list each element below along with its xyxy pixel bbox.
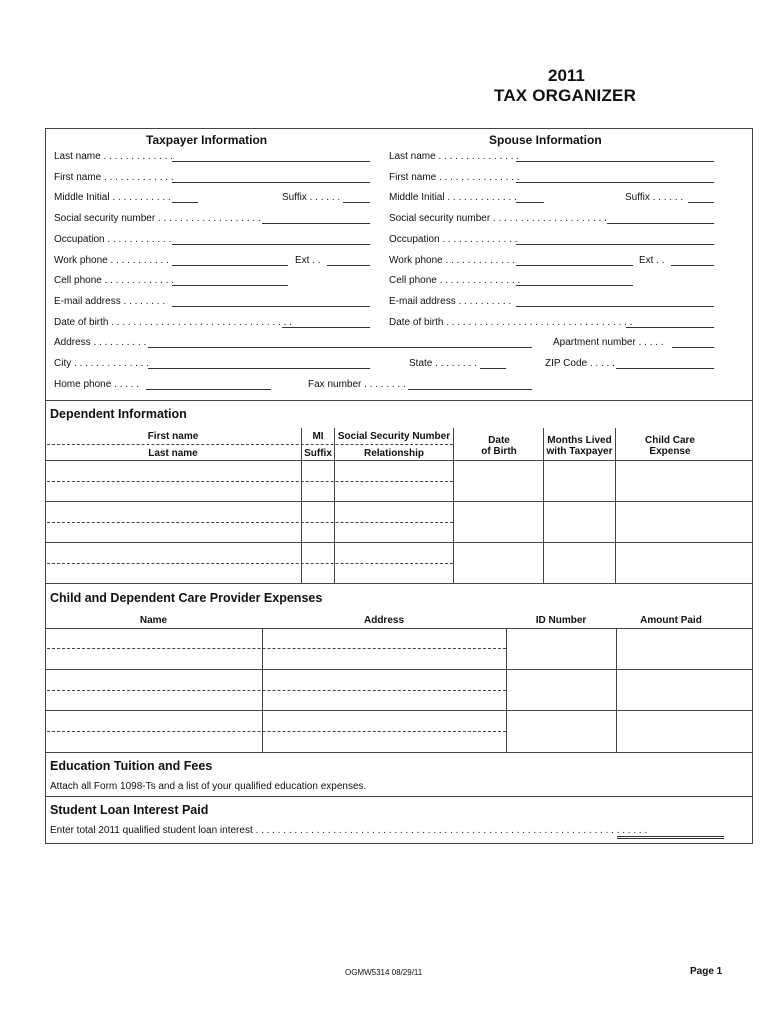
tp-work-phone-field[interactable] — [172, 265, 288, 266]
tp-last-name-label: Last name . . . . . . . . . . . . . — [54, 151, 173, 162]
dep-row-2-dash — [47, 522, 453, 523]
care-row-2-rule[interactable] — [45, 710, 753, 711]
tp-first-name-label: First name . . . . . . . . . . . . . — [54, 172, 174, 183]
care-col-divider — [506, 628, 507, 752]
tp-cell-phone-field[interactable] — [172, 285, 288, 286]
dep-header-dash — [47, 444, 453, 445]
fax-field[interactable] — [408, 389, 532, 390]
col-mi: MI — [312, 431, 324, 442]
city-label: City . . . . . . . . . . . . . . — [54, 358, 150, 369]
col-first-name: First name — [147, 431, 199, 442]
tp-work-phone-label: Work phone . . . . . . . . . . . — [54, 255, 169, 266]
care-col-id: ID Number — [535, 615, 587, 626]
tp-ext-label: Ext . . — [295, 255, 321, 266]
education-heading: Education Tuition and Fees — [50, 759, 213, 773]
dep-col-divider — [453, 428, 454, 583]
sp-email-field[interactable] — [516, 306, 714, 307]
col-last-name: Last name — [148, 448, 198, 459]
taxpayer-heading: Taxpayer Information — [146, 133, 268, 147]
care-row-3-dash — [47, 731, 506, 732]
care-col-divider — [616, 628, 617, 752]
sp-ext-label: Ext . . — [639, 255, 665, 266]
sp-last-name-field[interactable] — [516, 161, 714, 162]
tp-suffix-field[interactable] — [343, 202, 370, 203]
tp-last-name-field[interactable] — [172, 161, 370, 162]
care-col-address: Address — [363, 615, 404, 626]
loan-heading: Student Loan Interest Paid — [50, 803, 209, 817]
tp-ext-field[interactable] — [327, 265, 370, 266]
tp-first-name-field[interactable] — [172, 182, 370, 183]
tp-occupation-label: Occupation . . . . . . . . . . . . — [54, 234, 172, 245]
sp-dob-field[interactable] — [626, 327, 714, 328]
loan-amount-field[interactable] — [617, 836, 724, 837]
sp-suffix-field[interactable] — [688, 202, 714, 203]
col-ssn: Social Security Number — [337, 431, 451, 442]
sp-first-name-field[interactable] — [516, 182, 714, 183]
loan-amount-underline — [617, 838, 724, 839]
tp-middle-initial-label: Middle Initial . . . . . . . . . . . — [54, 192, 171, 203]
col-care-2: Expense — [649, 446, 691, 457]
sp-ssn-label: Social security number . . . . . . . . . . . . . . . . . . . . . — [389, 213, 607, 224]
sp-suffix-label: Suffix . . . . . . — [625, 192, 684, 203]
sp-occupation-label: Occupation . . . . . . . . . . . . . . — [389, 234, 518, 245]
dep-row-3-rule[interactable] — [45, 583, 753, 584]
form-year: 2011 — [548, 66, 585, 85]
sp-work-phone-label: Work phone . . . . . . . . . . . . . — [389, 255, 515, 266]
dep-row-3-dash — [47, 563, 453, 564]
sp-cell-phone-field[interactable] — [516, 285, 633, 286]
sp-middle-initial-field[interactable] — [516, 202, 544, 203]
education-text: Attach all Form 1098-Ts and a list of your qualified education expenses. — [50, 781, 367, 792]
care-col-name: Name — [139, 615, 168, 626]
home-phone-label: Home phone . . . . . — [54, 379, 140, 390]
dep-row-1-dash — [47, 481, 453, 482]
dep-col-divider — [615, 428, 616, 583]
care-header-rule — [45, 628, 753, 629]
col-months-2: with Taxpayer — [546, 446, 613, 457]
dep-col-divider — [543, 428, 544, 583]
sp-middle-initial-label: Middle Initial . . . . . . . . . . . . . — [389, 192, 517, 203]
col-relationship: Relationship — [363, 448, 424, 459]
tp-ssn-field[interactable] — [262, 223, 370, 224]
sp-first-name-label: First name . . . . . . . . . . . . . . . — [389, 172, 520, 183]
tp-middle-initial-field[interactable] — [172, 202, 198, 203]
apartment-field[interactable] — [672, 347, 714, 348]
dep-col-divider — [301, 428, 302, 583]
care-heading: Child and Dependent Care Provider Expenses — [50, 591, 323, 605]
tp-ssn-label: Social security number . . . . . . . . . . . . . . . . . . . — [54, 213, 261, 224]
home-phone-field[interactable] — [146, 389, 271, 390]
loan-text: Enter total 2011 qualified student loan interest . . . . . . . . . . . . . . . . . . . . . . . . . . . . . . . . . . . . . . . . . . . . . . . . . . . . . . . . . . . . . . . . . . . . . . . — [50, 825, 648, 836]
fax-label: Fax number . . . . . . . . — [308, 379, 406, 390]
spouse-heading: Spouse Information — [489, 133, 602, 147]
care-row-1-rule[interactable] — [45, 669, 753, 670]
tp-dob-field[interactable] — [282, 327, 370, 328]
form-code: OGMW5314 08/29/11 — [345, 968, 423, 977]
sp-cell-phone-label: Cell phone . . . . . . . . . . . . . . . — [389, 275, 521, 286]
dependents-heading: Dependent Information — [50, 407, 187, 421]
sp-work-phone-field[interactable] — [516, 265, 633, 266]
tp-occupation-field[interactable] — [172, 244, 370, 245]
dep-header-rule — [45, 460, 753, 461]
address-field[interactable] — [148, 347, 532, 348]
zip-label: ZIP Code . . . . . — [545, 358, 615, 369]
tp-email-label: E-mail address . . . . . . . . — [54, 296, 166, 307]
city-field[interactable] — [148, 368, 370, 369]
col-months-1: Months Lived — [547, 435, 612, 446]
sp-ssn-field[interactable] — [607, 223, 714, 224]
address-label: Address . . . . . . . . . . — [54, 337, 147, 348]
tp-email-field[interactable] — [172, 306, 370, 307]
tp-suffix-label: Suffix . . . . . . — [282, 192, 341, 203]
divider-loan — [45, 796, 753, 797]
sp-email-label: E-mail address . . . . . . . . . . — [389, 296, 512, 307]
col-dob-1: Date — [488, 435, 510, 446]
dep-row-2-rule[interactable] — [45, 542, 753, 543]
sp-last-name-label: Last name . . . . . . . . . . . . . . . — [389, 151, 520, 162]
care-col-amount: Amount Paid — [640, 615, 702, 626]
state-label: State . . . . . . . . — [409, 358, 477, 369]
zip-field[interactable] — [616, 368, 714, 369]
sp-ext-field[interactable] — [671, 265, 714, 266]
page-number: Page 1 — [690, 966, 723, 977]
sp-occupation-field[interactable] — [516, 244, 714, 245]
apartment-label: Apartment number . . . . . — [553, 337, 664, 348]
care-row-2-dash — [47, 690, 506, 691]
care-row-3-rule[interactable] — [45, 752, 753, 753]
tp-cell-phone-label: Cell phone . . . . . . . . . . . . . — [54, 275, 175, 286]
col-care-1: Child Care — [644, 435, 695, 446]
state-field[interactable] — [480, 368, 506, 369]
dep-col-divider — [334, 428, 335, 583]
sp-dob-label: Date of birth . . . . . . . . . . . . . . . . . . . . . . . . . . . . . . . . . . — [389, 317, 633, 328]
divider-dependents — [45, 400, 753, 401]
care-row-1-dash — [47, 648, 506, 649]
form-title: TAX ORGANIZER — [494, 86, 637, 105]
col-dob-2: of Birth — [481, 446, 517, 457]
dep-row-1-rule[interactable] — [45, 501, 753, 502]
col-suffix: Suffix — [304, 448, 332, 459]
tp-dob-label: Date of birth . . . . . . . . . . . . . . . . . . . . . . . . . . . . . . . . . — [54, 317, 292, 328]
